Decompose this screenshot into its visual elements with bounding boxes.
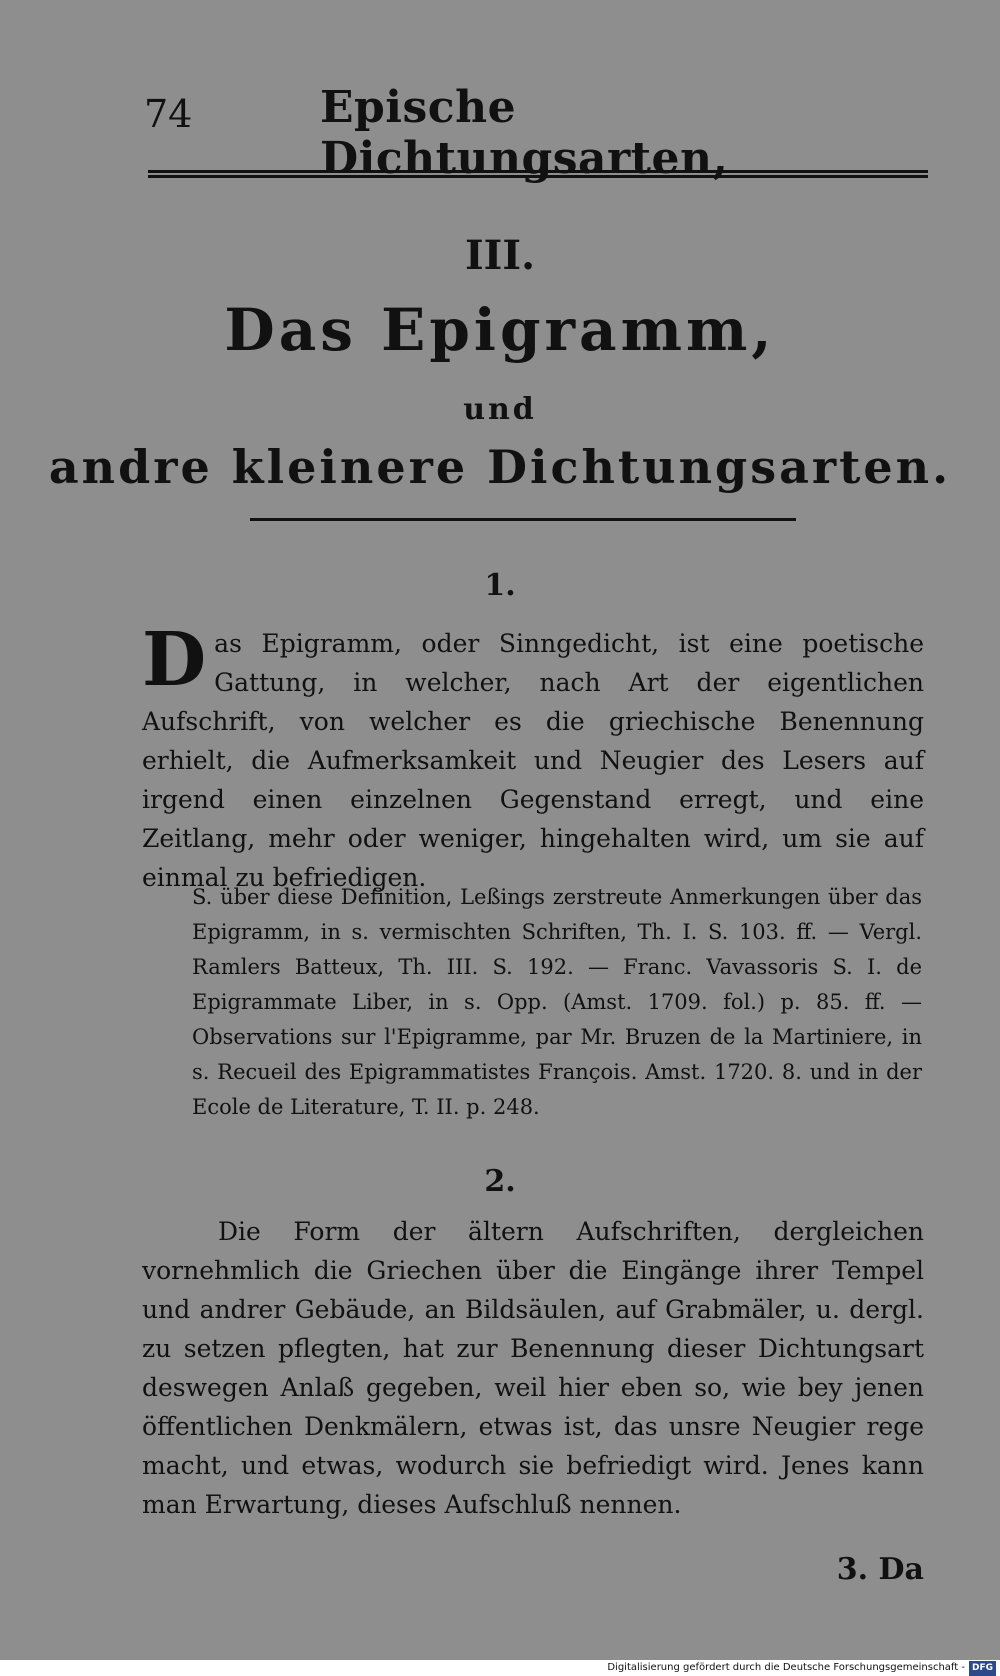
chapter-title-conjunction: und <box>463 392 537 427</box>
chapter-subtitle: andre kleinere Dichtungsarten. <box>48 440 952 494</box>
digitization-footer <box>0 1660 1000 1675</box>
running-title: Epische Dichtungsarten, <box>320 82 729 184</box>
title-rule <box>250 518 796 521</box>
section-1-paragraph <box>142 617 924 897</box>
section-1-note: S. über diese Definition, Leßings zerstreute Anmerkungen über das Epigramm, in s. vermischten Schriften, Th. I. S. 103. ff. — Vergl. Ramlers Batteux, Th. III. S. 192. — Franc. Vavassoris S. I. de Epigrammate Liber, in s. Opp. (Amst. 1709. fol.) p. 85. ff. — Observations sur l'Epigramme, par Mr. Bruzen de la Martiniere, in s. Recueil des Epigrammatistes François. Amst. 1720. 8. und in der Ecole de Literature, T. II. p. 248. <box>192 885 922 1119</box>
section-2-paragraph: Die Form der ältern Aufschriften, dergleichen vornehmlich die Griechen über die Eingänge ihrer Tempel und andrer Gebäude, an Bildsäulen, auf Grabmäler, u. dergl. zu setzen pflegten, hat zur Benennung dieser Dichtungsart deswegen Anlaß gegeben, weil hier eben so, wie bey jenen öffentlichen Denkmälern, etwas ist, das unsre Neugier rege macht, und etwas, wodurch sie befriedigt wird. Jenes kann man Erwartung, dieses Aufschluß nennen. <box>142 1217 924 1519</box>
page-number: 74 <box>144 92 193 136</box>
section-number-2: 2. <box>484 1164 516 1199</box>
chapter-number: III. <box>464 232 536 279</box>
drop-cap: D <box>142 617 207 703</box>
catchword: 3. Da <box>836 1552 924 1587</box>
dfg-logo: DFG <box>969 1661 996 1676</box>
footer-text: Digitalisierung gefördert durch die Deutsche Forschungsgemeinschaft - <box>607 1662 965 1673</box>
page-header <box>140 78 930 184</box>
section-1-text: as Epigramm, oder Sinngedicht, ist eine poetische Gattung, in welcher, nach Art der eigentlichen Aufschrift, von welcher es die griechische Benennung erhielt, die Aufmerksamkeit und Neugier des Lesers auf irgend einen einzelnen Gegenstand erregt, und eine Zeitlang, mehr oder weniger, hingehalten wird, um sie auf einmal zu befriedigen. <box>142 629 924 892</box>
header-double-rule <box>148 170 928 178</box>
section-number-1: 1. <box>484 568 516 603</box>
chapter-title: Das Epigramm, <box>224 296 776 364</box>
